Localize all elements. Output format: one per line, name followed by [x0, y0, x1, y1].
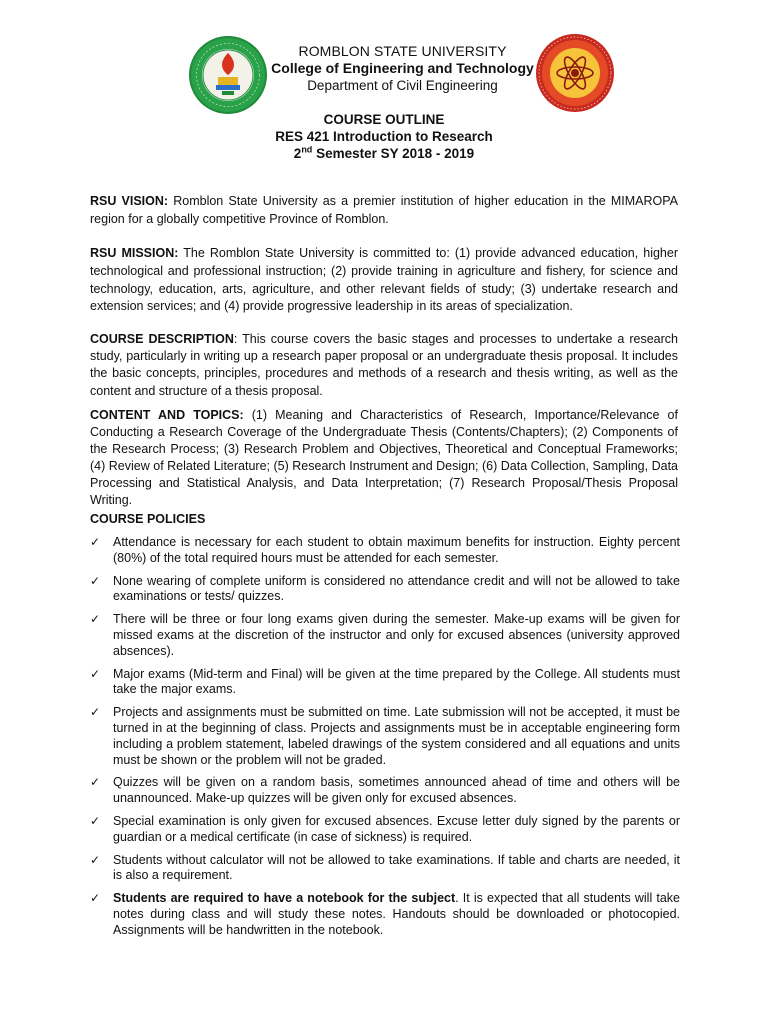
checkmark-icon: ✓	[90, 891, 101, 906]
list-item: ✓ Students without calculator will not be allowed to take examinations. If table and charts are needed, it is also a requirement.	[90, 852, 680, 883]
course-description-text: : This course covers the basic stages and processes to undertake a research study, particularly in writing up a research paper proposal or an undergraduate thesis proposal. It includes the basic concepts, principles, procedures and methods of a research and thesis writing, as well as the content and structure of a thesis proposal.	[90, 332, 678, 398]
vision-paragraph	[90, 193, 678, 228]
checkmark-icon: ✓	[90, 573, 101, 588]
content-topics-text: (1) Meaning and Characteristics of Research, Importance/Relevance of Conducting a Research Coverage of the Undergraduate Thesis (Contents/Chapters); (2) Components of the Research Process; (3) Research Problem and Objectives, Theoretical and Conceptual Frameworks; (4) Review of Related Literature; (5) Research Instrument and Design; (6) Data Collection, Sampling, Data Processing and Statistical Analysis, and Data Interpretation; (7) Research Proposal/Thesis Proposal Writing.	[90, 408, 678, 507]
list-item: ✓ Attendance is necessary for each student to obtain maximum benefits for instruction. Eighty percent (80%) of the total required hours must be attended for each semester.	[90, 535, 680, 565]
university-name: ROMBLON STATE UNIVERSITY	[298, 43, 507, 59]
content-topics-label: CONTENT AND TOPICS:	[90, 408, 244, 422]
mission-text: The Romblon State University is committed to: (1) provide advanced education, higher technological and professional instruction; (2) provide training in agriculture and fishery, for science and technology, education, arts, agriculture, and other relevant fields of study; (3) undertake research and extension services; and (4) provide progressive leadership in its areas of specialization.	[90, 246, 678, 314]
vision-label: RSU VISION:	[90, 194, 169, 208]
list-item: ✓ None wearing of complete uniform is considered no attendance credit and will not be allowed to take examinations or tests/ quizzes.	[90, 573, 680, 604]
course-policies-list	[90, 535, 680, 946]
list-item: ✓ There will be three or four long exams given during the semester. Make-up exams will be given for missed exams at the discretion of the instructor and only for excused absences (university approved absences).	[90, 612, 680, 658]
checkmark-icon: ✓	[90, 535, 101, 549]
checkmark-icon: ✓	[90, 666, 101, 681]
content-topics-paragraph	[90, 407, 678, 508]
mission-label: RSU MISSION:	[90, 246, 179, 260]
course-description-label: COURSE DESCRIPTION	[90, 332, 234, 346]
vision-text: Romblon State University as a premier institution of higher education in the MIMAROPA region for a globally competitive Province of Romblon.	[90, 194, 678, 226]
list-item: ✓ Major exams (Mid-term and Final) will be given at the time prepared by the College. All students must take the major exams.	[90, 666, 680, 697]
list-item: ✓ Special examination is only given for excused absences. Excuse letter duly signed by the parents or guardian or a medical certificate (in case of sickness) is required.	[90, 813, 680, 844]
mission-paragraph	[90, 245, 678, 316]
rsu-seal-logo	[188, 35, 268, 115]
checkmark-icon: ✓	[90, 775, 101, 790]
course-policies-heading: COURSE POLICIES	[90, 512, 206, 526]
checkmark-icon: ✓	[90, 705, 101, 720]
course-description-paragraph	[90, 331, 678, 400]
checkmark-icon: ✓	[90, 852, 101, 867]
semester-title: 2nd Semester SY 2018 - 2019	[293, 144, 475, 161]
checkmark-icon: ✓	[90, 813, 101, 828]
list-item: ✓ Students are required to have a notebook for the subject. It is expected that all students will take notes during class and will study these notes. Handouts should be downloaded or photocopied. Assignments will be handwritten in the notebook.	[90, 891, 680, 937]
department-name: Department of Civil Engineering	[307, 78, 498, 93]
engineering-college-seal-logo	[535, 33, 615, 113]
course-title: RES 421 Introduction to Research	[275, 129, 493, 144]
college-name: College of Engineering and Technology	[271, 60, 534, 76]
list-item: ✓ Quizzes will be given on a random basis, sometimes announced ahead of time and others will be unannounced. Make-up quizzes will be given only for excused absences.	[90, 775, 680, 806]
outline-title: COURSE OUTLINE	[323, 112, 445, 127]
list-item: ✓ Projects and assignments must be submitted on time. Late submission will not be accepted, it must be turned in at the beginning of class. Projects and assignments must be in acceptable engineering form including a problem statement, labeled drawings of the system considered and all equations and units must be shown or the problem will not be graded.	[90, 705, 680, 767]
checkmark-icon: ✓	[90, 612, 101, 627]
